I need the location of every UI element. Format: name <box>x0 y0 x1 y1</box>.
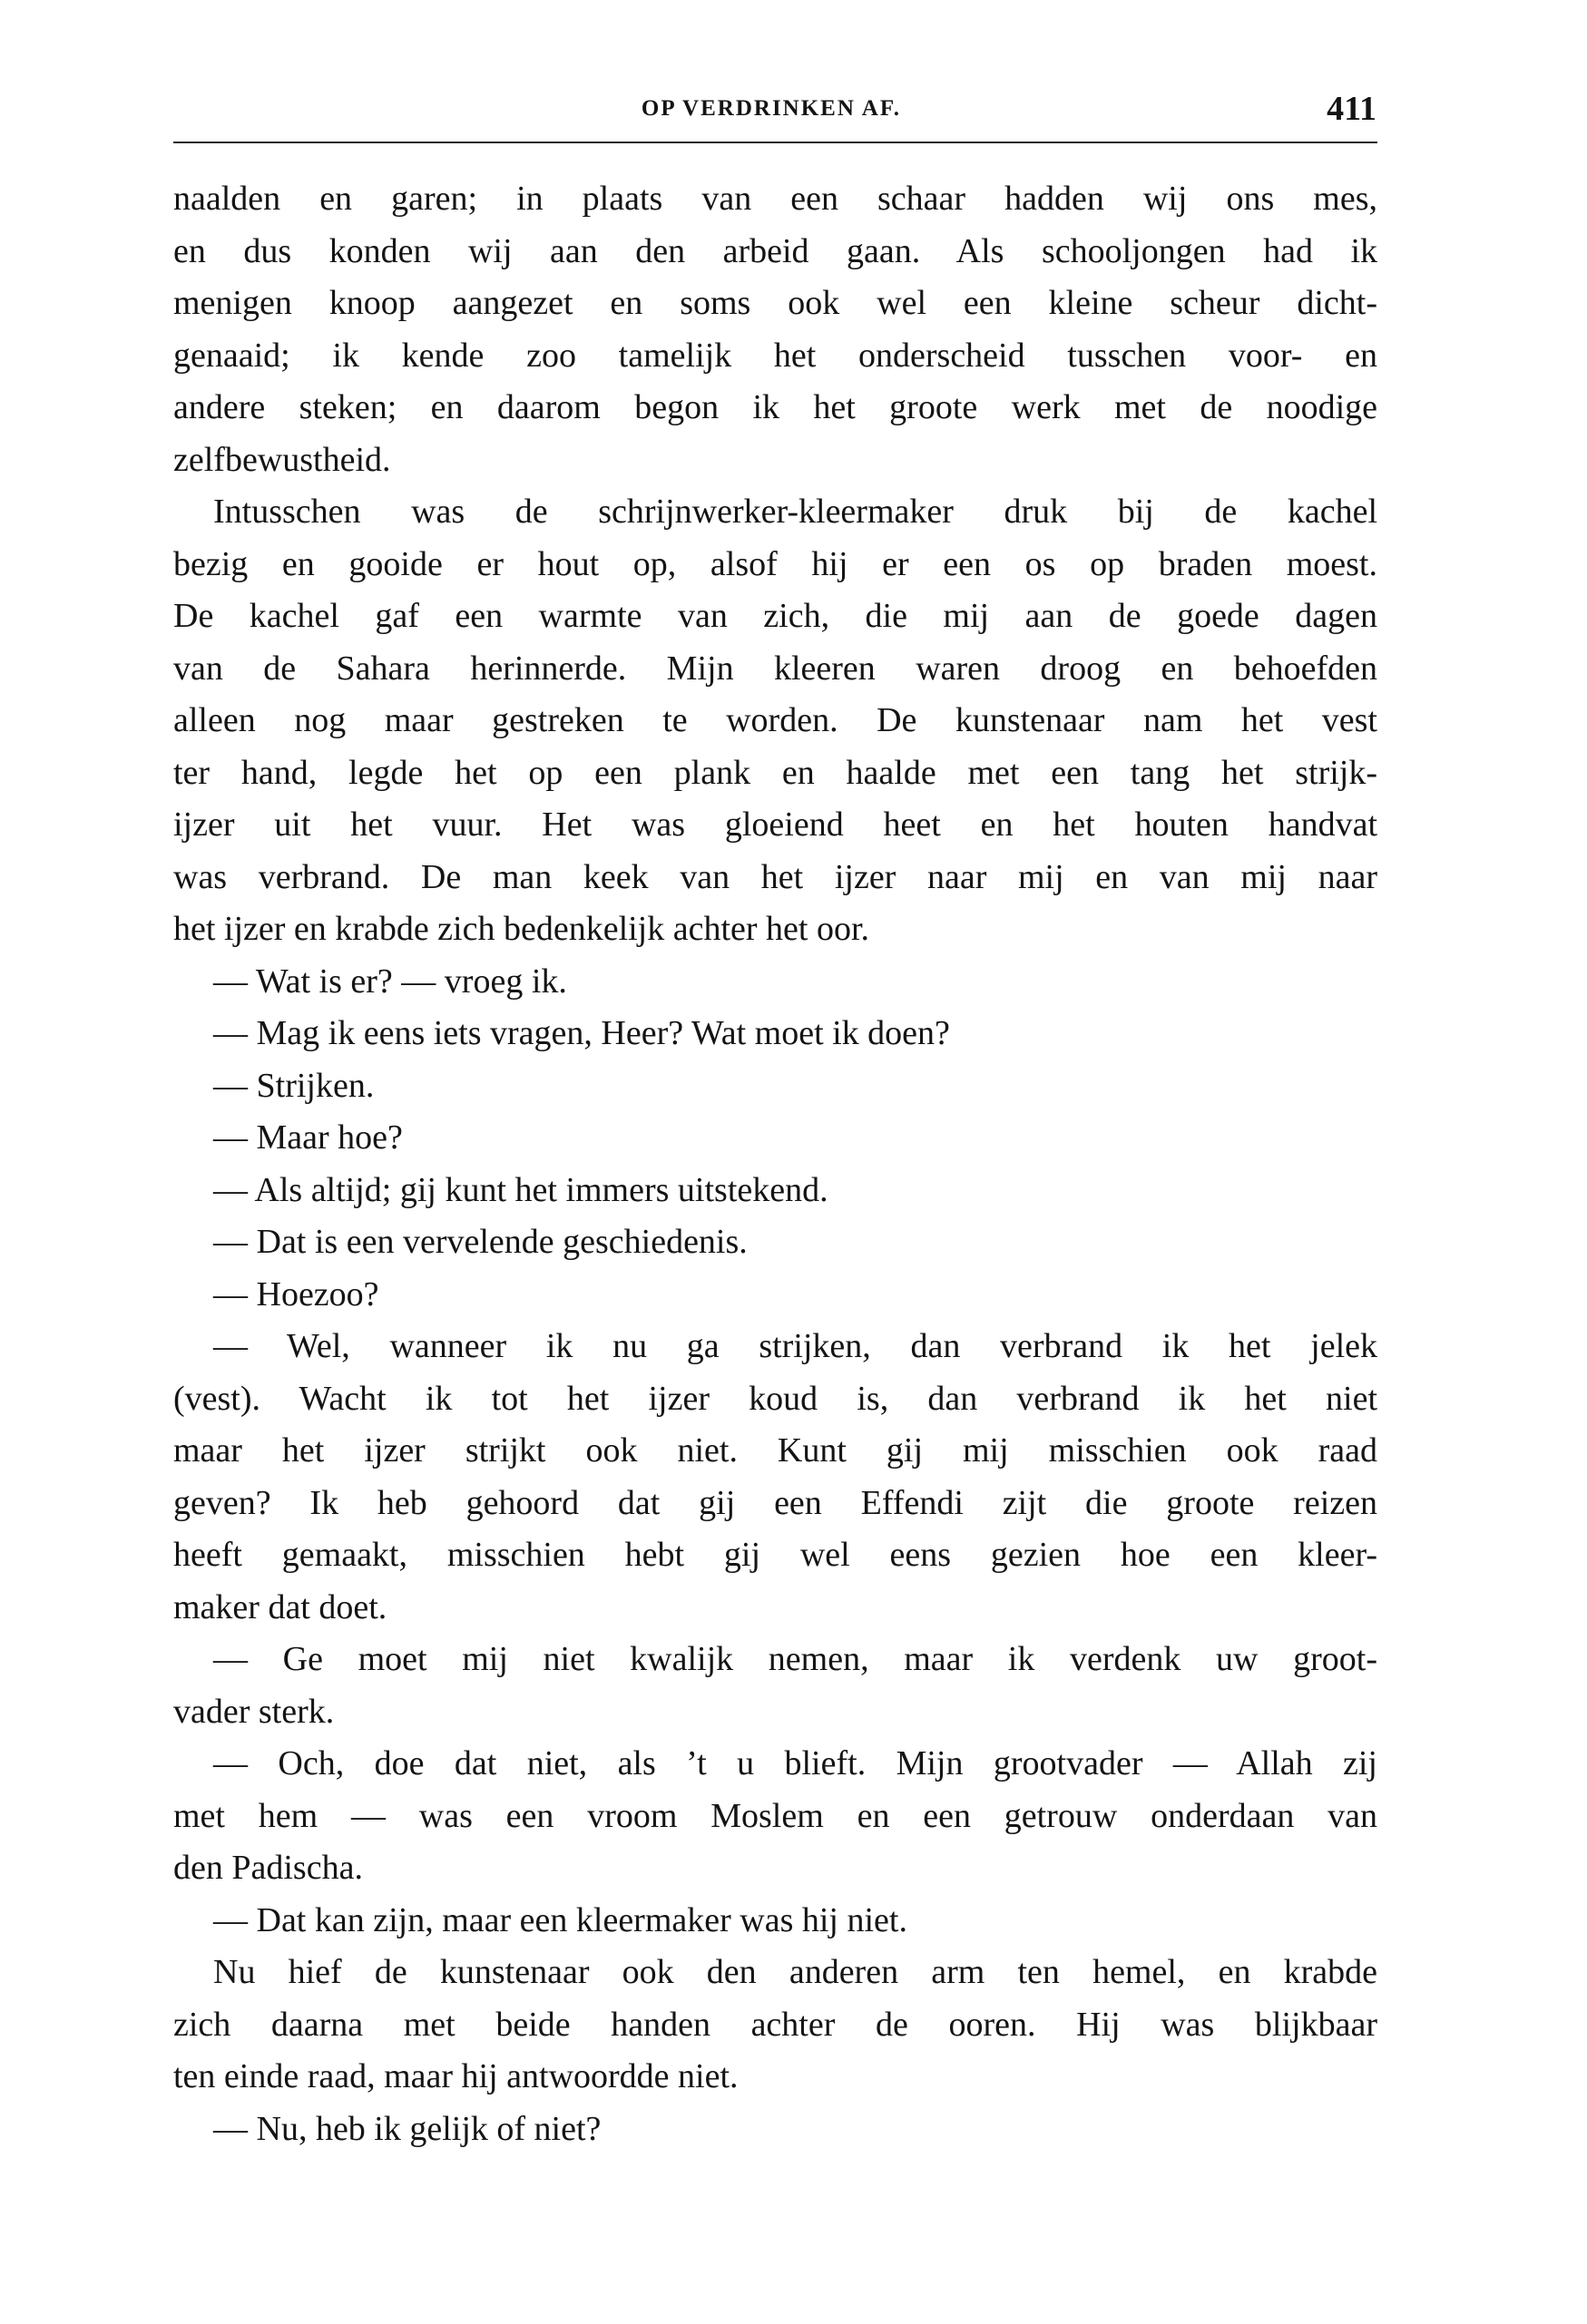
text-line: was verbrand. De man keek van het ijzer naar mij en van mij naar <box>173 857 1377 896</box>
text-line: met hem — was een vroom Moslem en een getrouw onderdaan van <box>173 1796 1377 1835</box>
text-line: Intusschen was de schrijnwerker-kleermaker druk bij de kachel <box>213 493 1377 531</box>
text-line: bezig en gooide er hout op, alsof hij er een os op braden moest. <box>173 544 1377 583</box>
header-rule <box>173 142 1377 143</box>
text-line: — Wel, wanneer ik nu ga strijken, dan verbrand ik het jelek <box>213 1327 1377 1365</box>
text-line: — Dat kan zijn, maar een kleermaker was hij niet. <box>213 1900 907 1939</box>
text-line: vader sterk. <box>173 1692 335 1731</box>
text-line: — Ge moet mij niet kwalijk nemen, maar ik verdenk uw groot- <box>213 1640 1377 1678</box>
text-line: zich daarna met beide handen achter de ooren. Hij was blijkbaar <box>173 2005 1377 2044</box>
text-line: — Och, doe dat niet, als ’t u blieft. Mijn grootvader — Allah zij <box>213 1744 1377 1782</box>
text-line: het ijzer en krabde zich bedenkelijk achter het oor. <box>173 910 870 948</box>
text-line: en dus konden wij aan den arbeid gaan. Als schooljongen had ik <box>173 231 1377 270</box>
text-line: menigen knoop aangezet en soms ook wel een kleine scheur dicht- <box>173 284 1377 322</box>
text-line: andere steken; en daarom begon ik het groote werk met de noodige <box>173 388 1377 426</box>
text-line: zelfbewustheid. <box>173 440 391 479</box>
text-line: ijzer uit het vuur. Het was gloeiend heet en het houten handvat <box>173 806 1377 844</box>
text-line: Nu hief de kunstenaar ook den anderen arm ten hemel, en krabde <box>213 1953 1377 1991</box>
text-line: — Mag ik eens iets vragen, Heer? Wat moet ik doen? <box>213 1014 950 1052</box>
text-line: — Als altijd; gij kunt het immers uitstekend. <box>213 1170 828 1209</box>
text-line: — Maar hoe? <box>213 1118 403 1157</box>
text-line: naalden en garen; in plaats van een schaar hadden wij ons mes, <box>173 180 1377 218</box>
text-line: — Dat is een vervelende geschiedenis. <box>213 1223 748 1261</box>
text-line: — Wat is er? — vroeg ik. <box>213 962 567 1001</box>
text-line: De kachel gaf een warmte van zich, die mij aan de goede dagen <box>173 597 1377 635</box>
text-line: heeft gemaakt, misschien hebt gij wel eens gezien hoe een kleer- <box>173 1536 1377 1574</box>
text-line: van de Sahara herinnerde. Mijn kleeren waren droog en behoefden <box>173 649 1377 688</box>
text-line: — Nu, heb ik gelijk of niet? <box>213 2109 602 2148</box>
text-line: ten einde raad, maar hij antwoordde niet. <box>173 2057 739 2095</box>
text-line: maar het ijzer strijkt ook niet. Kunt gij mij misschien ook raad <box>173 1431 1377 1470</box>
page-number: 411 <box>1327 90 1376 128</box>
text-line: — Strijken. <box>213 1066 375 1105</box>
text-line: — Hoezoo? <box>213 1274 379 1313</box>
text-line: (vest). Wacht ik tot het ijzer koud is, dan verbrand ik het niet <box>173 1379 1377 1418</box>
text-line: maker dat doet. <box>173 1587 387 1626</box>
text-line: geven? Ik heb gehoord dat gij een Effendi zijt die groote reizen <box>173 1483 1377 1522</box>
text-line: genaaid; ik kende zoo tamelijk het onderscheid tusschen voor- en <box>173 336 1377 375</box>
text-line: alleen nog maar gestreken te worden. De kunstenaar nam het vest <box>173 701 1377 739</box>
text-line: ter hand, legde het op een plank en haalde met een tang het strijk- <box>173 753 1377 792</box>
text-line: den Padischa. <box>173 1849 363 1887</box>
running-title: OP VERDRINKEN AF. <box>641 96 902 121</box>
